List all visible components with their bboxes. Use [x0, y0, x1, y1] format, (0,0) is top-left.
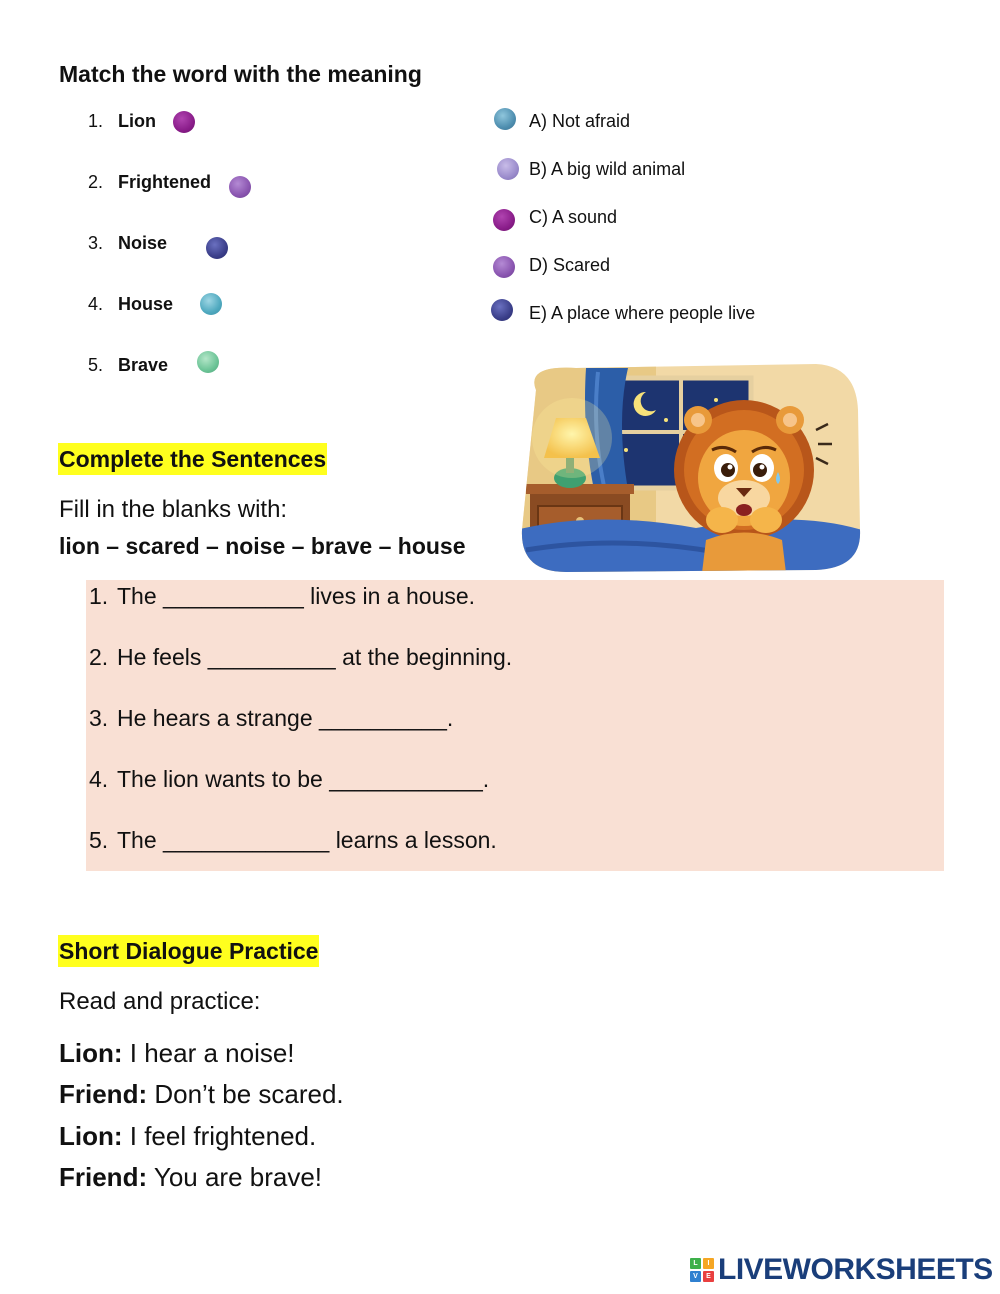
dialogue-instruction: Read and practice: [59, 988, 261, 1015]
liveworksheets-logo[interactable] [690, 1253, 993, 1287]
dialogue-line [59, 1038, 295, 1069]
sentence-number: 3. [89, 705, 109, 731]
sentence-text[interactable]: The lion wants to be ____________. [117, 766, 490, 792]
sentence-number: 5. [89, 827, 109, 853]
word-number: 3. [88, 232, 104, 253]
speaker-name: Friend: [59, 1079, 148, 1109]
fill-instruction: Fill in the blanks with: [59, 496, 288, 523]
sentence-text[interactable]: The _____________ learns a lesson. [117, 827, 497, 853]
word-item [88, 352, 168, 378]
dialogue-text: I hear a noise! [122, 1038, 295, 1068]
word-item [88, 108, 156, 134]
sentence-text[interactable]: He feels __________ at the beginning. [117, 644, 513, 670]
dialogue-line [59, 1079, 344, 1110]
word-item [88, 230, 167, 256]
word-label: House [118, 293, 174, 314]
speaker-name: Lion: [59, 1038, 123, 1068]
match-dot-word-1[interactable] [173, 111, 195, 133]
dialogue-text: I feel frightened. [122, 1121, 317, 1151]
word-number: 2. [88, 171, 104, 192]
meaning-item: C) A sound [529, 206, 618, 227]
match-dot-word-2[interactable] [229, 176, 251, 198]
match-dot-word-4[interactable] [200, 293, 222, 315]
word-number: 1. [88, 110, 104, 131]
complete-sentences-title: Complete the Sentences [58, 443, 327, 475]
sentence-item [89, 766, 489, 793]
logo-mark-icon: L I V E [690, 1258, 714, 1282]
dialogue-line [59, 1162, 322, 1193]
match-dot-meaning-c[interactable] [493, 209, 515, 231]
match-dot-meaning-a[interactable] [494, 108, 516, 130]
sentence-number: 4. [89, 766, 109, 792]
sentence-item [89, 705, 453, 732]
word-item [88, 291, 173, 317]
match-dot-meaning-d[interactable] [493, 256, 515, 278]
speaker-name: Friend: [59, 1162, 148, 1192]
sentence-item [89, 827, 497, 854]
sentence-item [89, 583, 475, 610]
match-dot-word-3[interactable] [206, 237, 228, 259]
brand-name: LIVEWORKSHEETS [718, 1253, 993, 1286]
meaning-item: D) Scared [529, 254, 611, 275]
meaning-item: B) A big wild animal [529, 158, 686, 179]
match-dot-meaning-b[interactable] [497, 158, 519, 180]
sentence-text[interactable]: He hears a strange __________. [117, 705, 454, 731]
word-label: Noise [118, 232, 168, 253]
match-dot-meaning-e[interactable] [491, 299, 513, 321]
dialogue-text: Don’t be scared. [147, 1079, 344, 1109]
sentence-number: 1. [89, 583, 109, 609]
match-dot-word-5[interactable] [197, 351, 219, 373]
word-label: Lion [118, 110, 156, 131]
sentence-number: 2. [89, 644, 109, 670]
scared-lion-illustration [516, 360, 862, 573]
word-number: 4. [88, 293, 104, 314]
word-label: Frightened [118, 171, 211, 192]
speaker-name: Lion: [59, 1121, 123, 1151]
meaning-item: E) A place where people live [529, 302, 756, 323]
sentence-item [89, 644, 512, 671]
word-item [88, 169, 211, 195]
meaning-item: A) Not afraid [529, 110, 631, 131]
dialogue-line [59, 1121, 316, 1152]
word-number: 5. [88, 354, 104, 375]
sentence-text[interactable]: The ___________ lives in a house. [117, 583, 476, 609]
dialogue-title: Short Dialogue Practice [58, 935, 319, 967]
word-label: Brave [118, 354, 169, 375]
word-bank: lion – scared – noise – brave – house [59, 533, 466, 559]
match-title: Match the word with the meaning [59, 61, 422, 87]
dialogue-text: You are brave! [147, 1162, 323, 1192]
